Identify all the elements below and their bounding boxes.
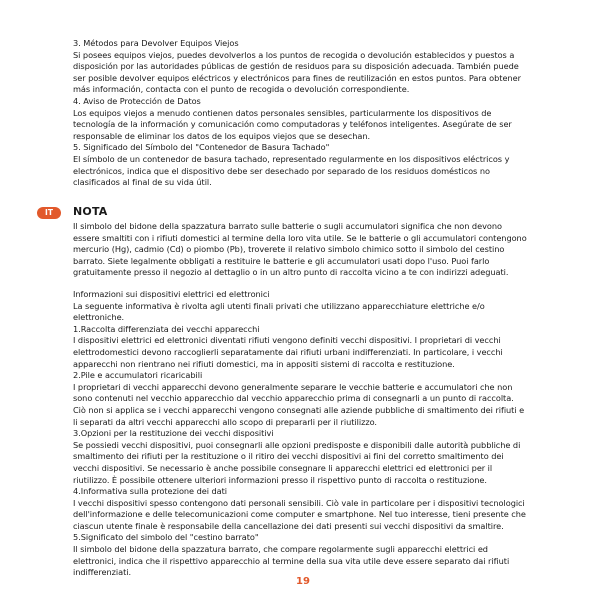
it-device-info-section — [73, 289, 573, 579]
it-text-line: barrato. Siete legalmente obbligati a restituire le batterie e gli accumulatori usati dopo l'uso. Puoi farlo — [73, 255, 490, 266]
it-text-line: mercurio (Hg), cadmio (Cd) o piombo (Pb), troverete il relativo simbolo chimico sotto il simbolo del cestino — [73, 244, 505, 255]
es-text-line: El símbolo de un contenedor de basura tachado, representado regularmente en los dispositivos eléctricos y — [73, 153, 510, 164]
it-text-line: I proprietari di vecchi apparecchi devono generalmente separare le vecchie batterie e accumulatori che non — [73, 381, 513, 392]
it-text-line: sono contenuti nel vecchio apparecchio dal vecchio apparecchio prima di consegnarli a un punto di raccolta. — [73, 393, 514, 404]
it-heading-data-protection: 4.Informativa sulla protezione dei dati — [73, 486, 228, 497]
it-text-line: vecchi dispositivi. Se necessario è anche possibile consegnare li apparecchi elettrici ed elettronici per il — [73, 462, 493, 473]
it-text-line: Se possiedi vecchi dispositivi, puoi consegnarli alle opzioni predisposte e disponibili dalle autorità pubbliche di — [73, 439, 521, 450]
es-disposal-section — [73, 38, 573, 189]
it-text-line: indifferenziati. — [73, 567, 132, 578]
it-text-line: Ciò non si applica se i vecchi apparecchi vengono consegnati alle aziende pubbliche di smaltimento dei rifiuti e — [73, 404, 525, 415]
it-heading-info: Informazioni sui dispositivi elettrici ed elettronici — [73, 289, 270, 299]
it-text-line: gratuitamente presso il negozio al dettaglio o in un altro punto di raccolta vicino a te con indirizzi adeguati. — [73, 267, 509, 278]
nota-heading: NOTA — [73, 205, 108, 218]
es-text-line: disposición por las autoridades públicas de gestión de residuos para su disposición adecuada. También puede — [73, 61, 519, 72]
it-text-line: I dispositivi elettrici ed elettronici diventati rifiuti vengono definiti vecchi dispositivi. I proprietari di vecchi — [73, 335, 501, 346]
es-text-line: más información, contacta con el punto de recogida o devolución correspondiente. — [73, 84, 410, 95]
it-heading-collection: 1.Raccolta differenziata dei vecchi apparecchi — [73, 323, 260, 334]
es-text-line: ser posible devolver equipos eléctricos y electrónicos para fines de reutilización en estos puntos. Para obtener — [73, 72, 521, 83]
it-battery-notice — [73, 221, 573, 279]
es-text-line: electrónicos, indica que el dispositivo debe ser desechado por separado de los residuos domésticos no — [73, 165, 490, 176]
it-text-line: dell'informazione e delle telecomunicazioni come computer e smartphone. Nel tuo interesse, tieni presente che — [73, 509, 526, 520]
it-text-line: essere smaltiti con i rifiuti domestici al termine della loro vita utile. Se le batterie o gli accumulatori contengono — [73, 232, 527, 243]
it-text-line: elettrodomestici devono raccoglierli separatamente dai rifiuti urbani indifferenziati. In particolare, i vecchi — [73, 346, 503, 357]
es-text-line: clasificados al final de su vida útil. — [73, 177, 212, 188]
es-text-line: Los equipos viejos a menudo contienen datos personales sensibles, particularmente los dispositivos de — [73, 107, 492, 118]
es-text-line: tecnología de la información y comunicación como computadoras y teléfonos inteligentes. Asegúrate de ser — [73, 119, 512, 130]
es-text-line: Si posees equipos viejos, puedes devolverlos a los puntos de recogida o devolución establecidos y puestos a — [73, 49, 515, 60]
it-heading-bin-symbol: 5.Significato del simbolo del "cestino barrato" — [73, 532, 259, 543]
page-number: 19 — [296, 576, 310, 587]
it-text-line: riutilizzo. È possibile ottenere ulteriori informazioni presso il rispettivo punto di raccolta o restituzione. — [73, 474, 487, 485]
it-heading-return-options: 3.Opzioni per la restituzione dei vecchi dispositivi — [73, 428, 274, 439]
it-text-line: ciascun utente finale è responsabile della cancellazione dei dati presenti sui vecchi dispositivi da smaltire. — [73, 520, 504, 531]
it-text-line: elettronici, indica che il rispettivo apparecchio al termine della sua vita utile deve essere separato dai rifiuti — [73, 555, 510, 566]
it-text-line: I vecchi dispositivi spesso contengono dati personali sensibili. Ciò vale in particolare per i dispositivi tecnologici — [73, 497, 525, 508]
es-text-line: responsable de eliminar los datos de los equipos viejos que se desechan. — [73, 130, 371, 141]
es-heading-symbol-meaning: 5. Significado del Símbolo del "Contenedor de Basura Tachado" — [73, 142, 330, 153]
it-text-line: apparecchi non rientrano nei rifiuti domestici, ma in appositi sistemi di raccolta e restituzione. — [73, 358, 455, 369]
it-text-line: smaltimento dei rifiuti per la restituzione o il ritiro dei vecchi dispositivi ai fini del corretto smaltimento dei — [73, 451, 504, 462]
it-text-line: li separati da altri vecchi apparecchi allo scopo di prepararli per il riutilizzo. — [73, 416, 377, 427]
it-text-line: Il simbolo del bidone della spazzatura barrato, che compare regolarmente sugli apparecchi elettrici ed — [73, 544, 488, 555]
language-badge-it: IT — [37, 207, 61, 219]
es-heading-data-protection: 4. Aviso de Protección de Datos — [73, 95, 201, 106]
it-text-line: Il simbolo del bidone della spazzatura barrato sulle batterie o sugli accumulatori significa che non devono — [73, 221, 502, 231]
it-heading-batteries: 2.Pile e accumulatori ricaricabili — [73, 370, 203, 381]
es-heading-return-methods: 3. Métodos para Devolver Equipos Viejos — [73, 38, 239, 48]
it-text-line: La seguente informativa è rivolta agli utenti finali privati che utilizzano apparecchiature elettriche e/o — [73, 300, 485, 311]
it-text-line: elettroniche. — [73, 312, 125, 323]
